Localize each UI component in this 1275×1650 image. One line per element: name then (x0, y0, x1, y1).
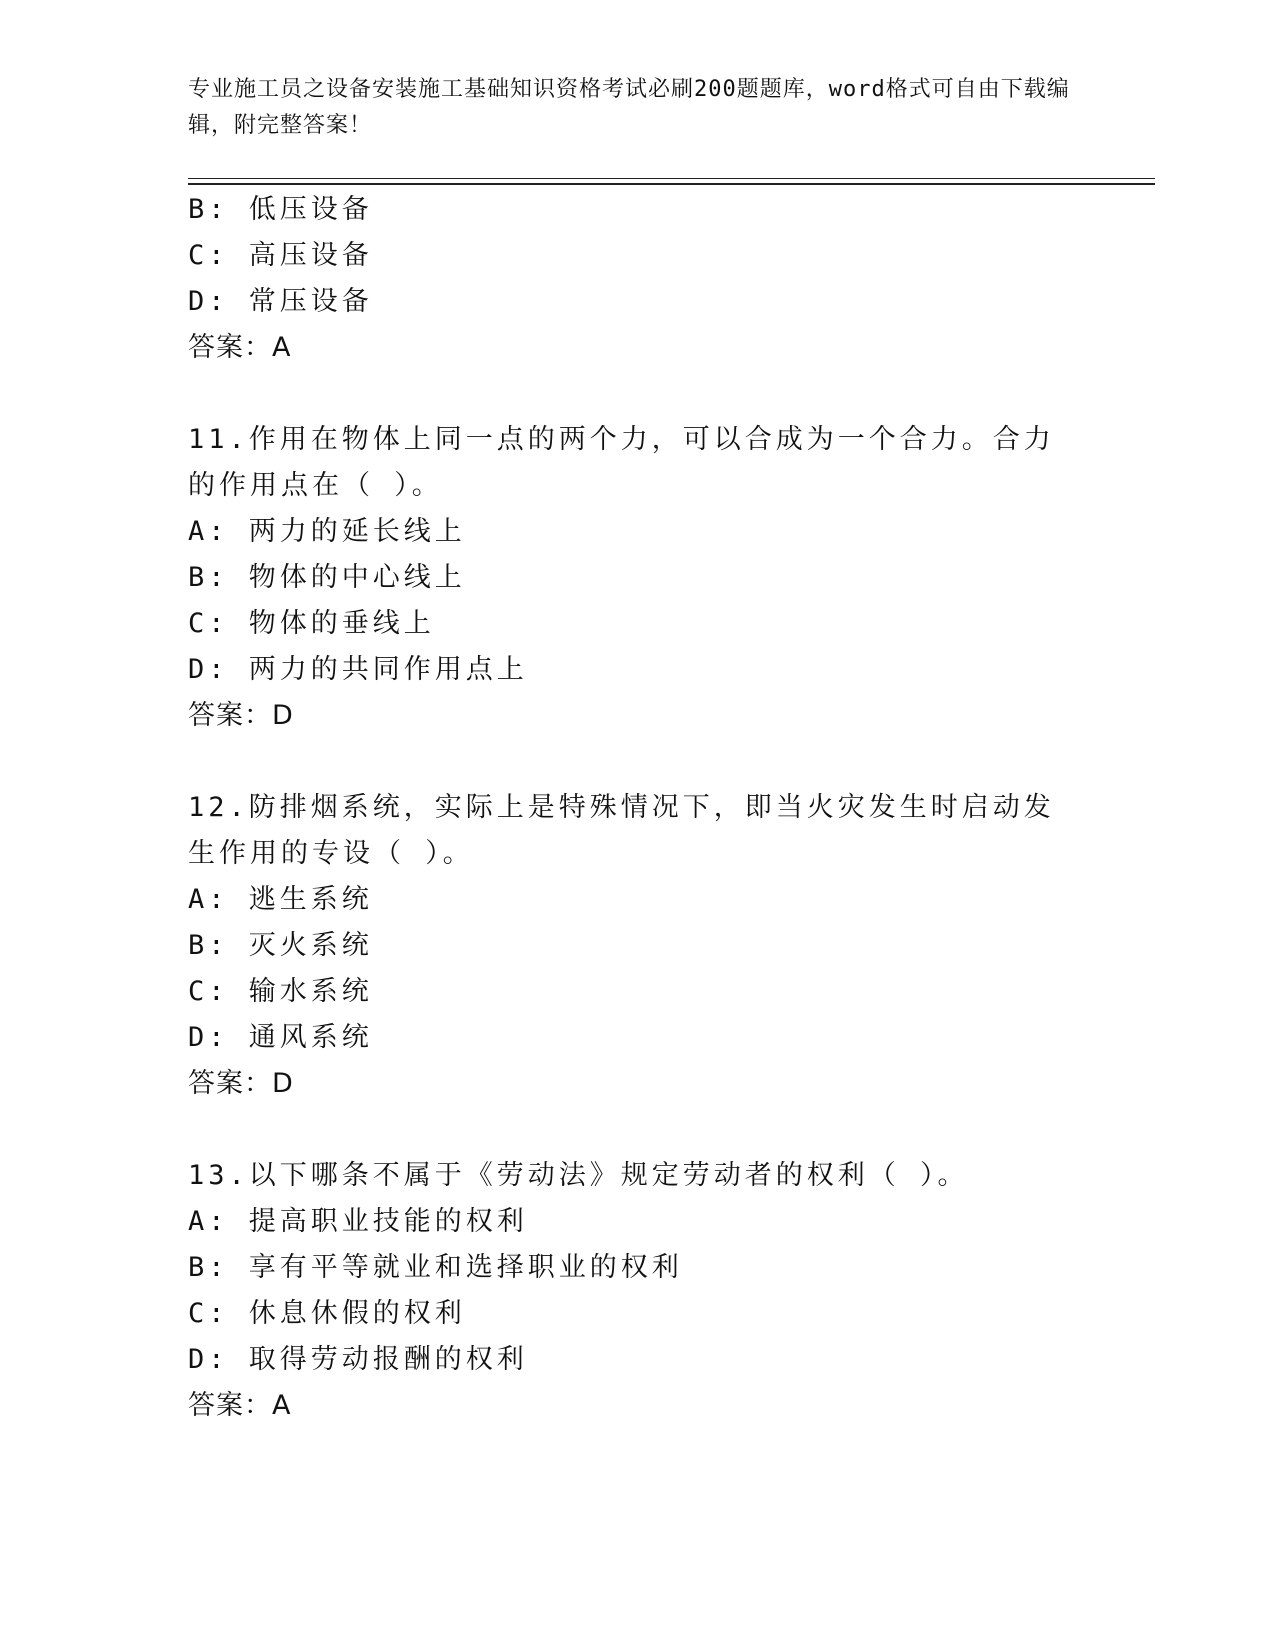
option-d: D: 两力的共同作用点上 (188, 654, 528, 685)
option-c: C: 休息休假的权利 (188, 1298, 466, 1329)
answer: 答案：D (188, 700, 294, 731)
answer: 答案：A (188, 1390, 292, 1421)
answer: 答案：D (188, 1068, 294, 1099)
header-divider-thick (188, 183, 1155, 185)
option-a: A: 提高职业技能的权利 (188, 1206, 528, 1237)
option-d: D: 通风系统 (188, 1022, 373, 1053)
option-b: B: 灭火系统 (188, 930, 373, 961)
question-stem: 12.防排烟系统，实际上是特殊情况下，即当火灾发生时启动发生作用的专设（ ）。 (188, 792, 1055, 869)
option-d: D: 常压设备 (188, 286, 373, 317)
option-c: C: 输水系统 (188, 976, 373, 1007)
question-13 (188, 1153, 1088, 1429)
header-divider-thin (188, 178, 1155, 179)
option-b: B: 物体的中心线上 (188, 562, 466, 593)
document-header: 专业施工员之设备安装施工基础知识资格考试必刷200题题库，word格式可自由下载编辑，附完整答案！ (188, 77, 1070, 138)
option-b: B: 低压设备 (188, 194, 373, 225)
question-12 (188, 785, 1088, 1107)
option-b: B: 享有平等就业和选择职业的权利 (188, 1252, 683, 1283)
option-a: A: 两力的延长线上 (188, 516, 466, 547)
question-stem: 11.作用在物体上同一点的两个力，可以合成为一个合力。合力的作用点在（ ）。 (188, 424, 1055, 501)
answer: 答案：A (188, 332, 292, 363)
question-11 (188, 417, 1088, 739)
question-10-partial (188, 187, 1088, 371)
question-list (188, 187, 1088, 1429)
option-d: D: 取得劳动报酬的权利 (188, 1344, 528, 1375)
question-stem: 13.以下哪条不属于《劳动法》规定劳动者的权利（ ）。 (188, 1160, 969, 1191)
option-c: C: 物体的垂线上 (188, 608, 435, 639)
option-c: C: 高压设备 (188, 240, 373, 271)
option-a: A: 逃生系统 (188, 884, 373, 915)
